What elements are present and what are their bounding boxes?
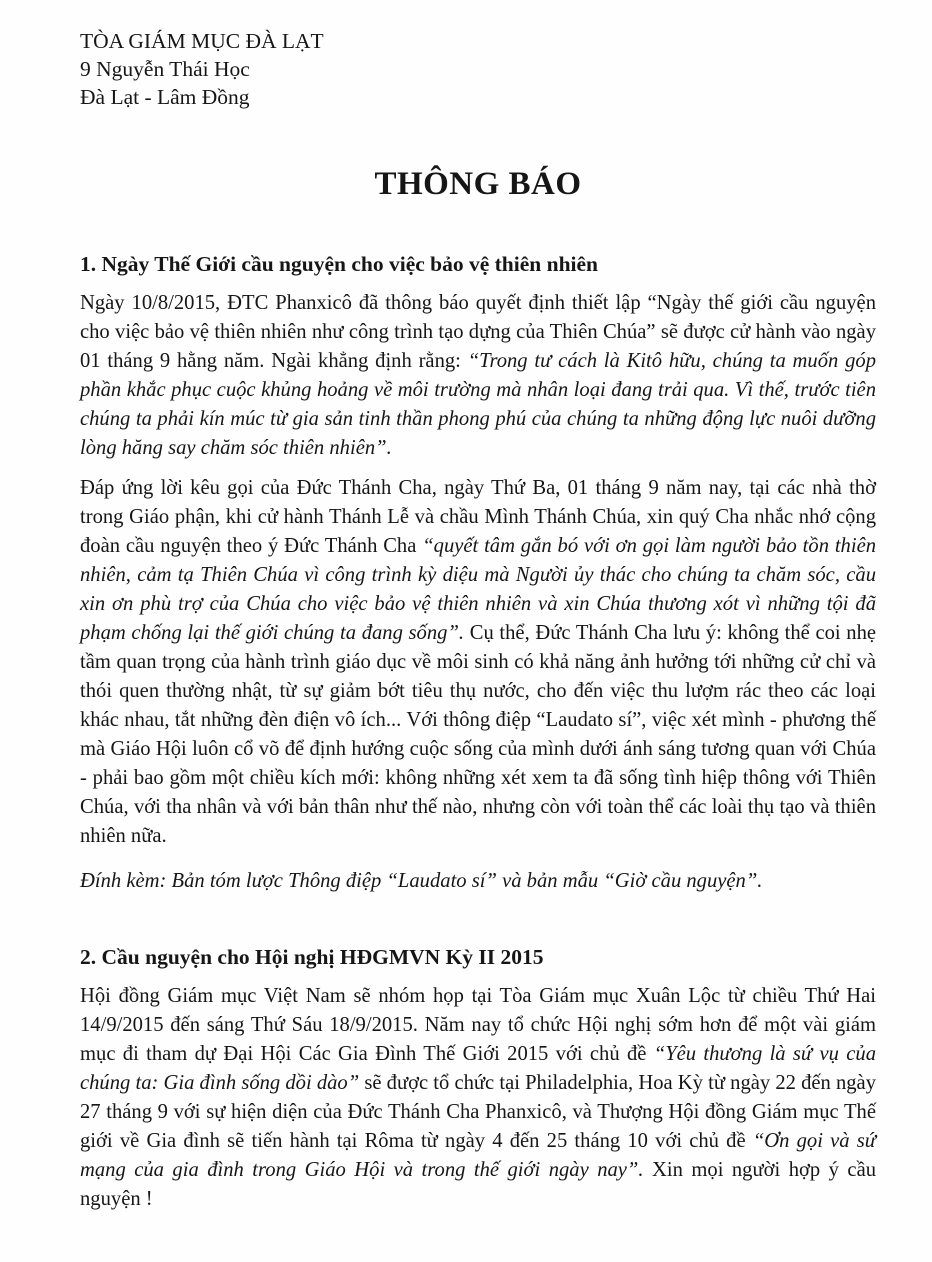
quoted-text-run: “Yêu thương là sứ vụ của chúng ta: Gia đình sống dồi dào” xyxy=(80,1042,876,1094)
attachment-note: Đính kèm: Bản tóm lược Thông điệp “Laudato sí” và bản mẫu “Giờ cầu nguyện”. xyxy=(80,869,763,892)
letterhead-org: TÒA GIÁM MỤC ĐÀ LẠT xyxy=(80,29,324,53)
text-run: Ngày 10/8/2015, ĐTC Phanxicô đã thông báo quyết định thiết lập “Ngày thế giới cầu nguyện cho việc bảo vệ thiên nhiên như công trình tạo dựng của Thiên Chúa” sẽ được cử hành vào ngày 01 tháng 9 hằng năm. Ngài khẳng định rằng: xyxy=(80,291,876,372)
letterhead-address-line2: Đà Lạt - Lâm Đồng xyxy=(80,84,250,109)
quoted-text-run: “quyết tâm gắn bó với ơn gọi làm người bảo tồn thiên nhiên, cảm tạ Thiên Chúa vì công trình kỳ diệu mà Người ủy thác cho chúng ta chăm sóc, cầu xin ơn phù trợ của Chúa cho việc bảo vệ thiên nhiên và xin Chúa thương xót vì những tội đã phạm chống lại thế giới chúng ta đang sống”. xyxy=(80,534,877,644)
section-2-heading: 2. Cầu nguyện cho Hội nghị HĐGMVN Kỳ II 2015 xyxy=(80,944,544,969)
text-run: Cụ thể, Đức Thánh Cha lưu ý: không thể coi nhẹ tầm quan trọng của hành trình giáo dục về môi sinh có khả năng ảnh hưởng tới những cử chỉ và thói quen thường nhật, từ sự giảm bớt tiêu thụ nước, cho đến việc thu lượm rác theo các loại khác nhau, tắt những đèn điện vô ích... Với thông điệp “Laudato sí”, việc xét mình - phương thế mà Giáo Hội luôn cổ võ để định hướng cuộc sống của mình dưới ánh sáng tương quan với Chúa - phải bao gồm một chiều kích mới: không những xét xem ta đã sống tình hiệp thông với Thiên Chúa, với tha nhân và với bản thân như thế nào, nhưng còn với toàn thể các loài thụ tạo và thiên nhiên nữa. xyxy=(80,621,877,847)
section-1-paragraph-1 xyxy=(80,289,876,463)
text-run: Hội đồng Giám mục Việt Nam sẽ nhóm họp tại Tòa Giám mục Xuân Lộc từ chiều Thứ Hai 14/9/2015 đến sáng Thứ Sáu 18/9/2015. Năm nay tổ chức Hội nghị sớm hơn để một vài giám mục đi tham dự Đại Hội Các Gia Đình Thế Giới 2015 với chủ đề xyxy=(80,984,876,1065)
section-2-paragraph-1 xyxy=(80,982,876,1214)
text-run: sẽ được tổ chức tại Philadelphia, Hoa Kỳ từ ngày 22 đến ngày 27 tháng 9 với sự hiện diện của Đức Thánh Cha Phanxicô, và Thượng Hội đồng Giám mục Thế giới về Gia đình sẽ tiến hành tại Rôma từ ngày 4 đến 25 tháng 10 với chủ đề xyxy=(80,1071,876,1152)
text-run: Xin mọi người hợp ý cầu nguyện ! xyxy=(80,1158,877,1210)
quoted-text-run: “Ơn gọi và sứ mạng của gia đình trong Giáo Hội và trong thế giới ngày nay”. xyxy=(80,1129,876,1181)
text-run: Đáp ứng lời kêu gọi của Đức Thánh Cha, ngày Thứ Ba, 01 tháng 9 năm nay, tại các nhà thờ trong Giáo phận, khi cử hành Thánh Lễ và chầu Mình Thánh Chúa, xin quý Cha nhắc nhớ cộng đoàn cầu nguyện theo ý Đức Thánh Cha xyxy=(80,476,876,557)
section-1-paragraph-2 xyxy=(80,474,876,851)
section-1-heading: 1. Ngày Thế Giới cầu nguyện cho việc bảo vệ thiên nhiên xyxy=(80,251,599,276)
letterhead xyxy=(80,28,876,112)
quoted-text-run: “Trong tư cách là Kitô hữu, chúng ta muốn góp phần khắc phục cuộc khủng hoảng về môi trường mà nhân loại đang trải qua. Vì thế, trước tiên chúng ta phải kín múc từ gia sản tinh thần phong phú của chúng ta những động lực nuôi dưỡng lòng hăng say chăm sóc thiên nhiên”. xyxy=(80,349,877,459)
letterhead-address-line1: 9 Nguyễn Thái Học xyxy=(80,56,250,81)
document-title: THÔNG BÁO xyxy=(374,165,582,202)
